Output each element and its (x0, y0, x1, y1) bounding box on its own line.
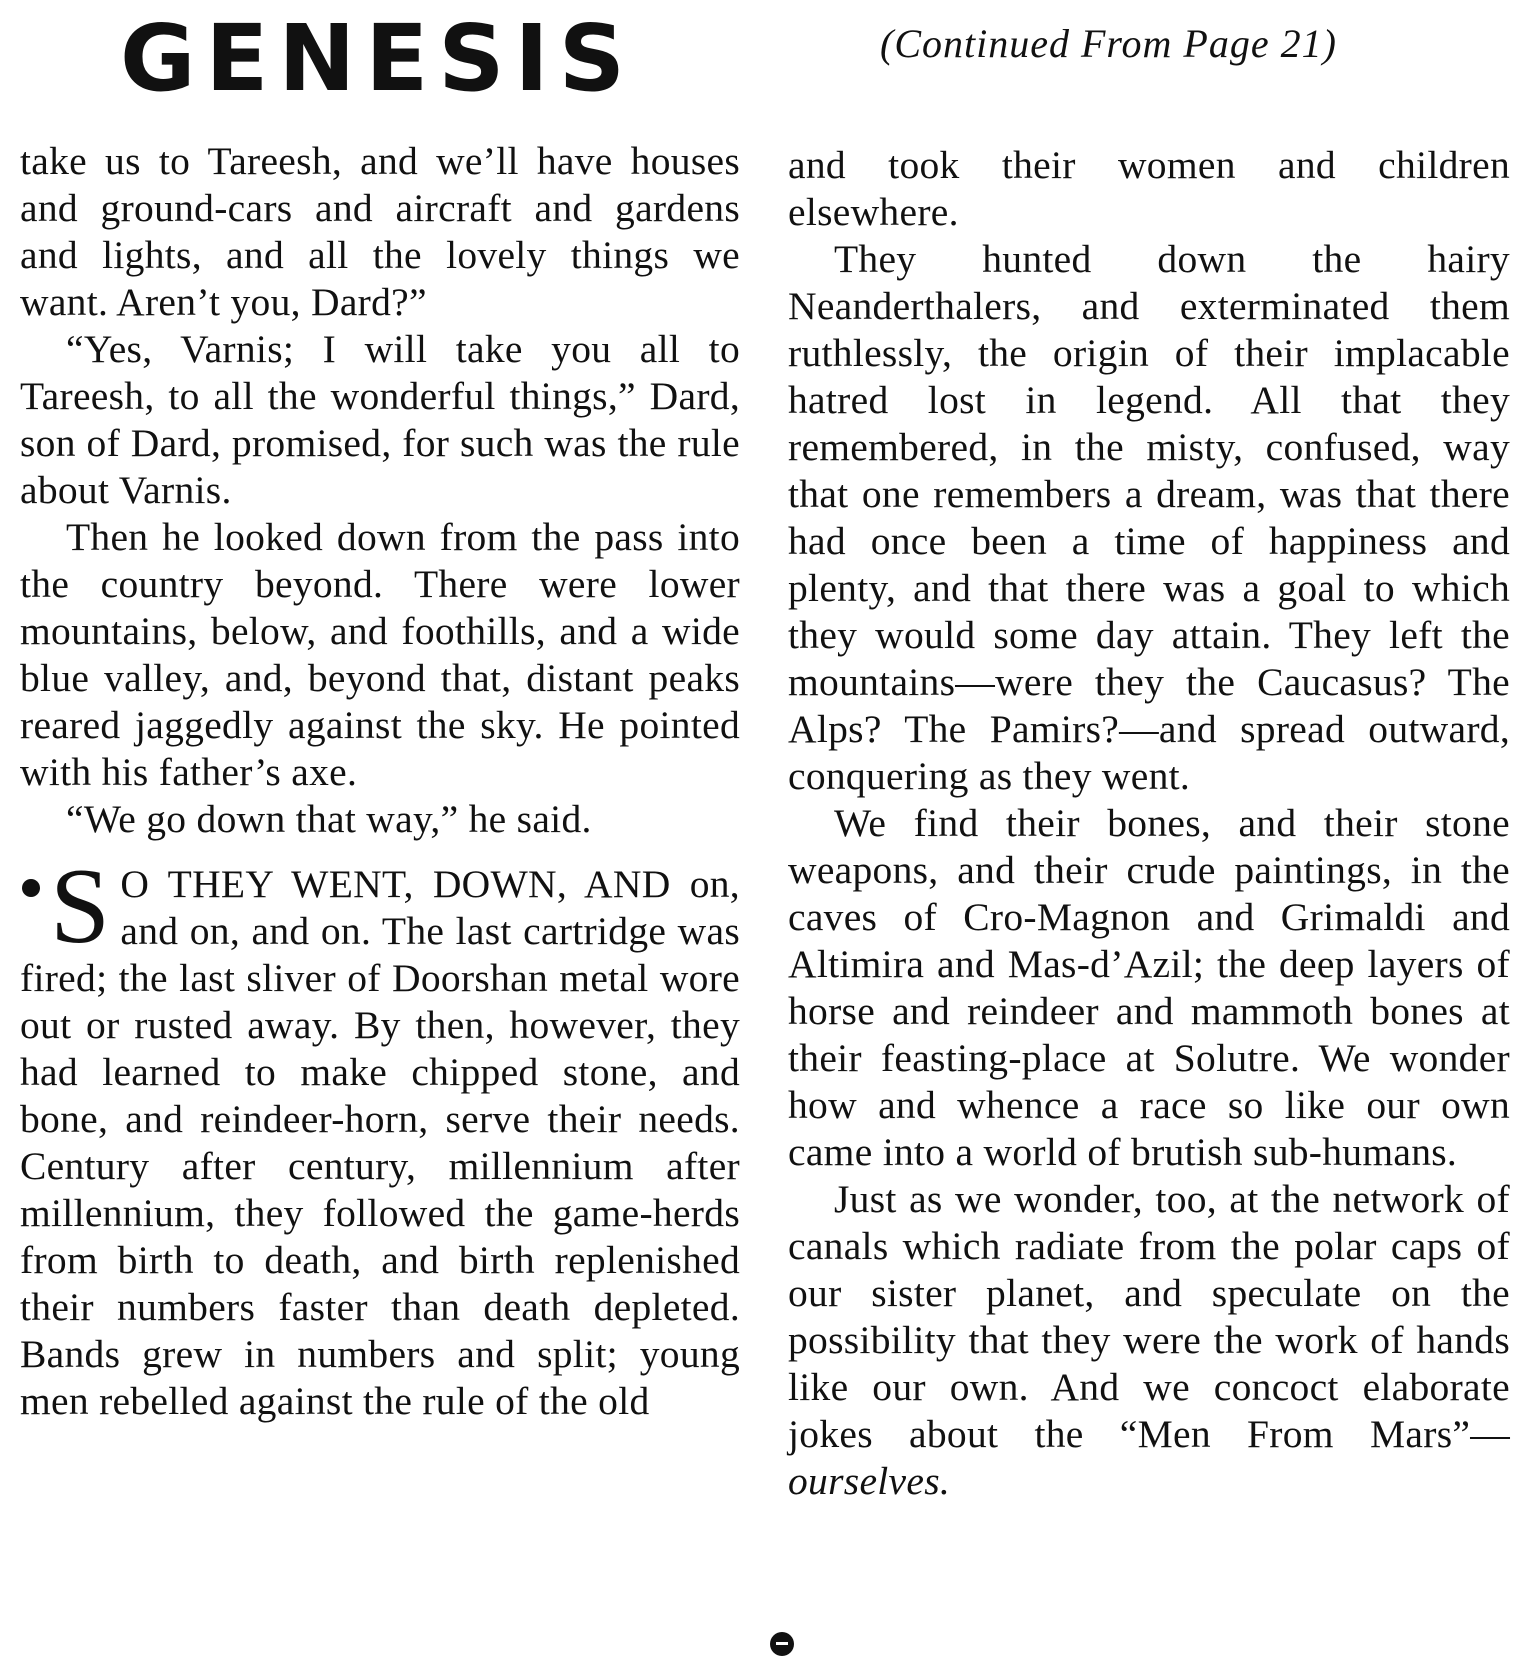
drop-cap: S (50, 847, 111, 966)
section-body: on, and on, and on. The last cartridge was fired; the last sliver of Doorshan metal wore out or rusted away. By then, however, they had learned to make chipped stone, and bone, and reindeer-horn, serve their needs. Century after century, millennium after millennium, they followed the game-herds from birth to death, and birth replenished their numbers faster than death depleted. Bands grew in numbers and split; young men rebelled against the rule of the old (20, 862, 740, 1423)
end-mark-icon (770, 1632, 794, 1656)
article-title: GENESIS (120, 5, 635, 112)
paragraph (788, 1176, 1510, 1505)
paragraph: Then he looked down from the pass into the country beyond. There were lower mountains, below, and foothills, and a wide blue valley, and, beyond that, distant peaks reared jaggedly against the sky. He pointed with his father’s axe. (20, 515, 740, 794)
emphasis-text: ourselves. (788, 1459, 951, 1503)
paragraph: and took their women and children elsewhere. (788, 143, 1510, 234)
paragraph: We find their bones, and their stone weapons, and their crude paintings, in the caves of Cro-Magnon and Grimaldi and Altimira and Mas-d’Azil; the deep layers of horse and reindeer and mammoth bones at their feasting-place at Solutre. We wonder how and whence a race so like our own came into a world of brutish sub-humans. (788, 801, 1510, 1174)
paragraph: “We go down that way,” he said. (66, 797, 592, 841)
paragraph: They hunted down the hairy Neanderthalers, and exterminated them ruthlessly, the origin of their implacable hatred lost in legend. All that they remembered, in the misty, confused, way that one remembers a dream, was that there had once been a time of happiness and plenty, and that there was a goal to which they would some day attain. They left the mountains—were they the Caucasus? The Alps? The Pamirs?—and spread outward, conquering as they went. (788, 237, 1510, 798)
paragraph: take us to Tareesh, and we’ll have houses and ground-cars and aircraft and gardens and lights, and all the lovely things we want. Aren’t you, Dard?” (20, 139, 740, 324)
paragraph-text: Just as we wonder, too, at the network of canals which radiate from the polar caps of our sister planet, and speculate on the possibility that they were the work of hands like our own. And we concoct elaborate jokes about the “Men From Mars”— (788, 1177, 1510, 1456)
section-lead: O THEY WENT, DOWN, AND (120, 862, 671, 906)
continued-note: (Continued From Page 21) (880, 21, 1337, 66)
section-break (20, 847, 740, 1425)
paragraph: “Yes, Varnis; I will take you all to Tareesh, to all the wonderful things,” Dard, son of Dard, promised, for such was the rule about Varnis. (20, 327, 740, 512)
left-column (20, 138, 740, 1425)
right-column (788, 142, 1510, 1505)
section-bullet-icon (22, 879, 40, 897)
